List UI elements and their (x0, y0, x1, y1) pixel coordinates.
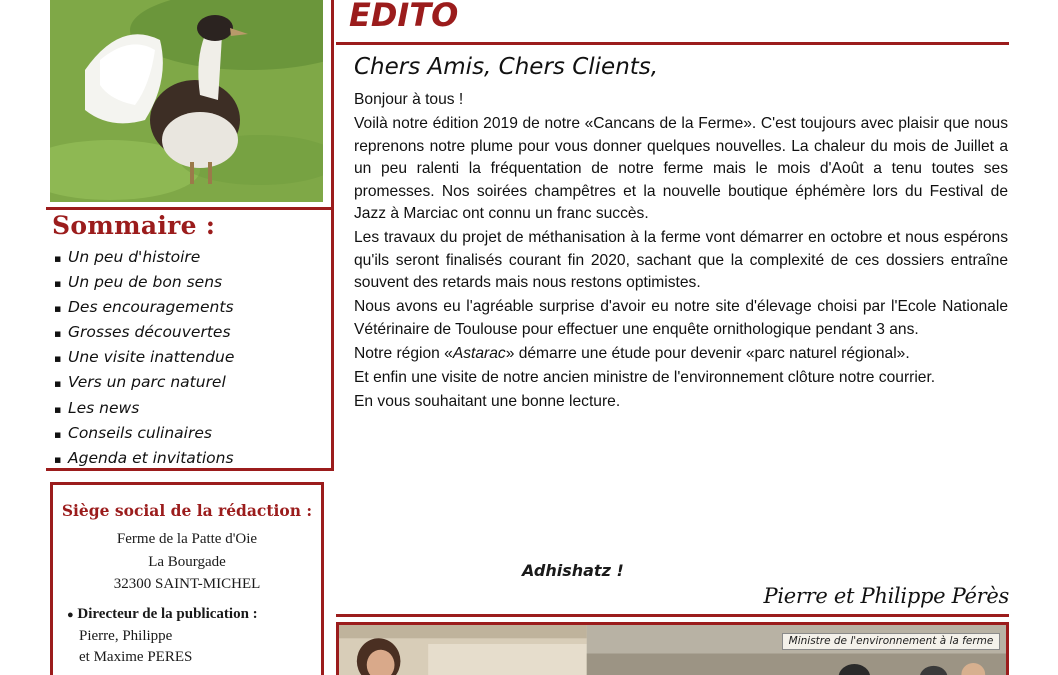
edito-title: EDITO (349, 0, 459, 34)
sommaire-item[interactable]: ▪ Des encouragements (54, 298, 234, 317)
sommaire-item[interactable]: ▪ Conseils culinaires (54, 423, 212, 442)
sign-off: Adhishatz ! (522, 561, 624, 580)
siege-address: Ferme de la Patte d'Oie La Bourgade 32300 SAINT-MICHEL (113, 531, 261, 592)
sommaire-item[interactable]: ▪ Agenda et invitations (54, 448, 234, 467)
greeting: Chers Amis, Chers Clients, (354, 54, 659, 80)
sommaire-item[interactable]: ▪ Vers un parc naturel (54, 373, 226, 392)
edito-paragraph: En vous souhaitant une bonne lecture. (354, 392, 621, 410)
photo-caption: Ministre de l'environnement à la ferme (782, 633, 1000, 650)
director-label: Directeur de la publication : (77, 605, 258, 622)
sommaire-list (54, 246, 329, 472)
edito-paragraph: Les travaux du projet de méthanisation à la ferme vont démarrer en octobre et nous espérons qu'ils seront finalisés courant fin 2020, sachant que la complexité de ces dossiers entraîne souvent des retards mais nous restons optimistes. (354, 229, 1008, 291)
signature: Pierre et Philippe Pérès (763, 584, 1009, 608)
siege-box (50, 482, 324, 675)
edito-paragraph: Notre région «Astarac» démarre une étude pour devenir «parc naturel régional». (354, 344, 910, 362)
edito-body (354, 89, 1008, 415)
sommaire-item[interactable]: ▪ Grosses découvertes (54, 323, 231, 342)
director-block: ● Directeur de la publication : Pierre, Philippe et Maxime PERES (53, 604, 321, 668)
siege-title: Siège social de la rédaction : (61, 501, 313, 520)
edito-paragraph: Et enfin une visite de notre ancien ministre de l'environnement clôture notre courrier. (354, 368, 936, 386)
left-column-divider (331, 0, 334, 470)
sommaire-title: Sommaire : (52, 211, 216, 240)
edito-paragraph: Bonjour à tous ! (354, 91, 464, 108)
edito-paragraph: Voilà notre édition 2019 de notre «Cancans de la Ferme». C'est toujours avec plaisir que nous reprenons notre plume pour vous donner quelques nouvelles. La chaleur du mois de Juillet a un peu ralenti la fréquentation de notre ferme mais le mois d'Août a tenu toutes ses promesses. Nos soirées champêtres et la nouvelle boutique éphémère lors du Festival de Jazz à Marciac ont connu un franc succès. (354, 115, 1009, 222)
sommaire-divider (46, 468, 334, 471)
photo-divider (46, 207, 334, 210)
signature-divider (336, 614, 1009, 617)
sommaire-item[interactable]: ▪ Un peu de bon sens (54, 273, 223, 292)
edito-divider (336, 42, 1009, 45)
sommaire-item[interactable]: ▪ Une visite inattendue (54, 348, 235, 367)
sommaire-item[interactable]: ▪ Les news (54, 398, 140, 417)
duck-photo (50, 0, 323, 202)
director-names: Pierre, Philippe et Maxime PERES (79, 627, 193, 665)
sommaire-item[interactable]: ▪ Un peu d'histoire (54, 248, 201, 266)
edito-paragraph: Nous avons eu l'agréable surprise d'avoir eu notre site d'élevage choisi par l'Ecole Nationale Vétérinaire de Toulouse pour effectuer une enquête ornithologique pendant 3 ans. (354, 298, 1008, 338)
